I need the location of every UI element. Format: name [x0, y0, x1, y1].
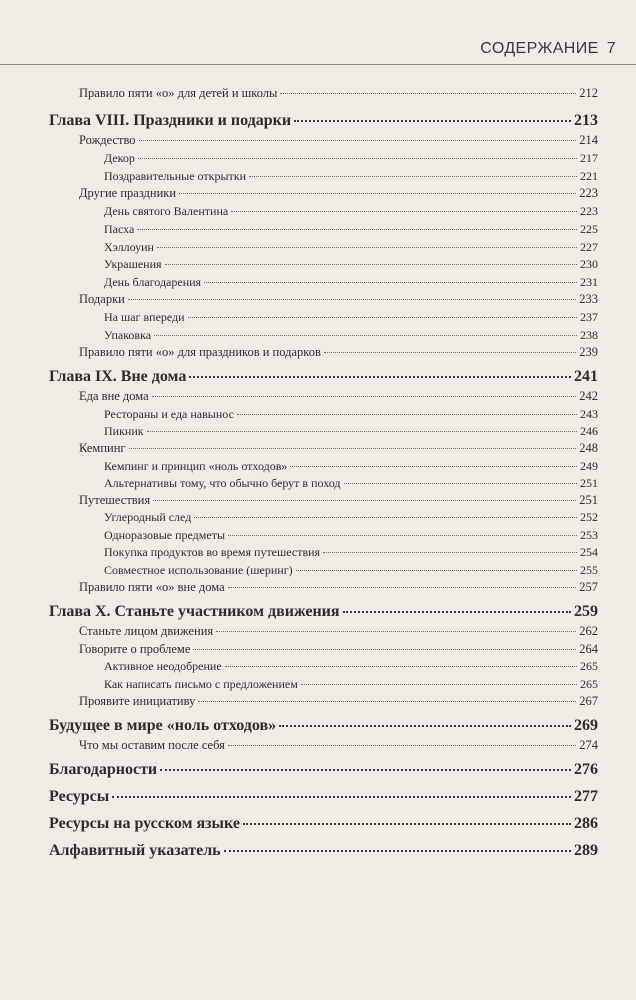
toc-page-number: 289	[574, 842, 598, 859]
toc-entry-title: Рестораны и еда навынос	[104, 407, 234, 421]
toc-entry-title: Кемпинг	[79, 441, 126, 455]
toc-entry-title: Благодарности	[49, 761, 158, 778]
dot-leader	[137, 229, 577, 230]
dot-leader	[165, 264, 577, 265]
toc-page-number: 213	[574, 112, 598, 129]
toc-page-number: 243	[580, 407, 598, 421]
toc-entry-title: Ресурсы	[49, 788, 110, 805]
toc-page-number: 276	[574, 761, 598, 778]
toc-page-number: 253	[580, 528, 598, 542]
dot-leader	[280, 93, 576, 94]
toc-entry-title: На шаг впереди	[104, 310, 185, 324]
toc-page-number: 221	[580, 169, 598, 183]
toc-entry-title: Хэллоуин	[104, 240, 154, 254]
toc-entry	[0, 240, 598, 255]
toc-page-number: 237	[580, 310, 598, 324]
dot-leader	[128, 299, 576, 300]
toc-entry	[0, 659, 598, 674]
toc-entry-title: Углеродный след	[104, 510, 192, 524]
toc-page-number: 223	[579, 186, 598, 200]
toc-entry	[0, 476, 598, 491]
dot-leader	[243, 823, 571, 825]
toc-page-number: 233	[579, 292, 598, 306]
toc-page-number: 248	[579, 441, 598, 455]
toc-entry-title: Ресурсы на русском языке	[49, 815, 240, 832]
toc-page-number: 212	[579, 86, 598, 100]
toc-chapter-entry	[0, 761, 598, 779]
dot-leader	[157, 247, 577, 248]
dot-leader	[139, 140, 577, 141]
toc-entry	[0, 186, 598, 201]
toc-entry	[0, 528, 598, 543]
dot-leader	[189, 376, 571, 378]
toc-chapter-entry	[0, 112, 598, 130]
toc-chapter-entry	[0, 368, 598, 386]
toc-entry-title: Другие праздники	[79, 186, 177, 200]
toc-entry	[0, 459, 598, 474]
dot-leader	[343, 611, 571, 613]
toc-entry-title: Украшения	[104, 257, 162, 271]
toc-entry-title: Покупка продуктов во время путешествия	[104, 545, 321, 559]
toc-entry	[0, 545, 598, 560]
running-header	[480, 40, 616, 58]
toc-chapter-entry	[0, 842, 598, 860]
toc-page-number: 217	[580, 151, 598, 165]
toc-entry	[0, 257, 598, 272]
toc-entry	[0, 563, 598, 578]
toc-entry-title: Правило пяти «о» для праздников и подарков	[79, 345, 321, 359]
toc-page-number: 259	[574, 603, 598, 620]
toc-page-number: 265	[580, 677, 598, 691]
toc-entry-title: Путешествия	[79, 493, 151, 507]
toc-entry-title: Глава VIII. Праздники и подарки	[49, 112, 292, 129]
toc-entry-title: Пасха	[104, 222, 135, 236]
toc-page-number: 225	[580, 222, 598, 236]
dot-leader	[147, 431, 577, 432]
toc-page-number: 274	[579, 738, 598, 752]
toc-page-number: 249	[580, 459, 598, 473]
dot-leader	[198, 701, 576, 702]
toc-entry-title: Проявите инициативу	[79, 694, 196, 708]
dot-leader	[225, 666, 577, 667]
toc-page-number: 286	[574, 815, 598, 832]
toc-entry	[0, 204, 598, 219]
toc-entry-title: Говорите о проблеме	[79, 642, 191, 656]
dot-leader	[193, 649, 576, 650]
dot-leader	[216, 631, 576, 632]
toc-chapter-entry	[0, 717, 598, 735]
dot-leader	[228, 745, 576, 746]
toc-entry	[0, 151, 598, 166]
toc-entry-title: Алфавитный указатель	[49, 842, 221, 859]
toc-page-number: 231	[580, 275, 598, 289]
dot-leader	[179, 193, 576, 194]
dot-leader	[112, 796, 571, 798]
toc-entry-title: Как написать письмо с предложением	[104, 677, 298, 691]
dot-leader	[154, 335, 577, 336]
toc-entry	[0, 275, 598, 290]
toc-page-number: 239	[579, 345, 598, 359]
toc-entry	[0, 677, 598, 692]
toc-entry	[0, 738, 598, 753]
toc-page-number: 252	[580, 510, 598, 524]
toc-entry-title: Рождество	[79, 133, 136, 147]
toc-entry-title: Поздравительные открытки	[104, 169, 247, 183]
toc-page-number: 230	[580, 257, 598, 271]
toc-page-number: 223	[580, 204, 598, 218]
toc-page-number: 254	[580, 545, 598, 559]
toc-entry-title: День благодарения	[104, 275, 202, 289]
dot-leader	[290, 466, 577, 467]
toc-chapter-entry	[0, 815, 598, 833]
toc-entry-title: Пикник	[104, 424, 144, 438]
toc-entry	[0, 292, 598, 307]
toc-page-number: 255	[580, 563, 598, 577]
toc-entry	[0, 493, 598, 508]
toc-entry	[0, 389, 598, 404]
toc-entry-title: Что мы оставим после себя	[79, 738, 225, 752]
toc-entry-title: Станьте лицом движения	[79, 624, 214, 638]
toc-entry-title: День святого Валентина	[104, 204, 229, 218]
dot-leader	[194, 517, 577, 518]
toc-entry-title: Правило пяти «о» вне дома	[79, 580, 225, 594]
toc-page-number: 251	[580, 476, 598, 490]
dot-leader	[228, 587, 577, 588]
toc-entry-title: Активное неодобрение	[104, 659, 222, 673]
toc-entry	[0, 222, 598, 237]
dot-leader	[231, 211, 577, 212]
toc-page-number: 242	[579, 389, 598, 403]
dot-leader	[152, 396, 577, 397]
dot-leader	[323, 552, 577, 553]
toc-entry-title: Альтернативы тому, что обычно берут в поход	[104, 476, 341, 490]
toc-entry	[0, 328, 598, 343]
toc-entry-title: Глава IX. Вне дома	[49, 368, 187, 385]
dot-leader	[237, 414, 577, 415]
dot-leader	[188, 317, 577, 318]
dot-leader	[204, 282, 577, 283]
toc-page-number: 227	[580, 240, 598, 254]
header-title: СОДЕРЖАНИЕ	[480, 40, 599, 57]
toc-page-number: 246	[580, 424, 598, 438]
dot-leader	[296, 570, 577, 571]
toc-entry-title: Упаковка	[104, 328, 152, 342]
dot-leader	[294, 120, 571, 122]
dot-leader	[301, 684, 577, 685]
toc-entry	[0, 169, 598, 184]
header-page-number: 7	[606, 40, 616, 57]
toc-page-number: 277	[574, 788, 598, 805]
toc-entry-title: Декор	[104, 151, 135, 165]
toc-entry	[0, 441, 598, 456]
toc-entry	[0, 133, 598, 148]
toc-entry	[0, 694, 598, 709]
toc-entry	[0, 624, 598, 639]
dot-leader	[324, 352, 576, 353]
toc-entry	[0, 345, 598, 360]
dot-leader	[160, 769, 571, 771]
toc-entry	[0, 310, 598, 325]
dot-leader	[279, 725, 571, 727]
toc-entry	[0, 580, 598, 595]
dot-leader	[249, 176, 577, 177]
toc-entry	[0, 642, 598, 657]
toc-entry-title: Совместное использование (шеринг)	[104, 563, 293, 577]
toc-page-number: 251	[579, 493, 598, 507]
toc-entry-title: Подарки	[79, 292, 125, 306]
dot-leader	[138, 158, 577, 159]
dot-leader	[224, 850, 571, 852]
toc-entry	[0, 424, 598, 439]
toc-page-number: 264	[579, 642, 598, 656]
toc-chapter-entry	[0, 603, 598, 621]
toc-entry	[0, 407, 598, 422]
toc-entry-title: Кемпинг и принцип «ноль отходов»	[104, 459, 288, 473]
toc-page-number: 214	[579, 133, 598, 147]
toc-entry	[0, 510, 598, 525]
header-rule	[0, 64, 636, 65]
toc-entry-title: Глава X. Станьте участником движения	[49, 603, 340, 620]
toc-page-number: 257	[579, 580, 598, 594]
dot-leader	[153, 500, 576, 501]
dot-leader	[344, 483, 577, 484]
toc-page-number: 262	[579, 624, 598, 638]
toc-page-number: 269	[574, 717, 598, 734]
toc-entry-title: Будущее в мире «ноль отходов»	[49, 717, 277, 734]
toc-entry	[0, 86, 598, 101]
toc-entry-title: Одноразовые предметы	[104, 528, 226, 542]
toc-page-number: 238	[580, 328, 598, 342]
toc-page-number: 267	[579, 694, 598, 708]
toc-entry-title: Правило пяти «о» для детей и школы	[79, 86, 278, 100]
toc-chapter-entry	[0, 788, 598, 806]
dot-leader	[228, 535, 577, 536]
toc-entry-title: Еда вне дома	[79, 389, 149, 403]
toc-page-number: 265	[580, 659, 598, 673]
dot-leader	[129, 448, 577, 449]
toc-page-number: 241	[574, 368, 598, 385]
